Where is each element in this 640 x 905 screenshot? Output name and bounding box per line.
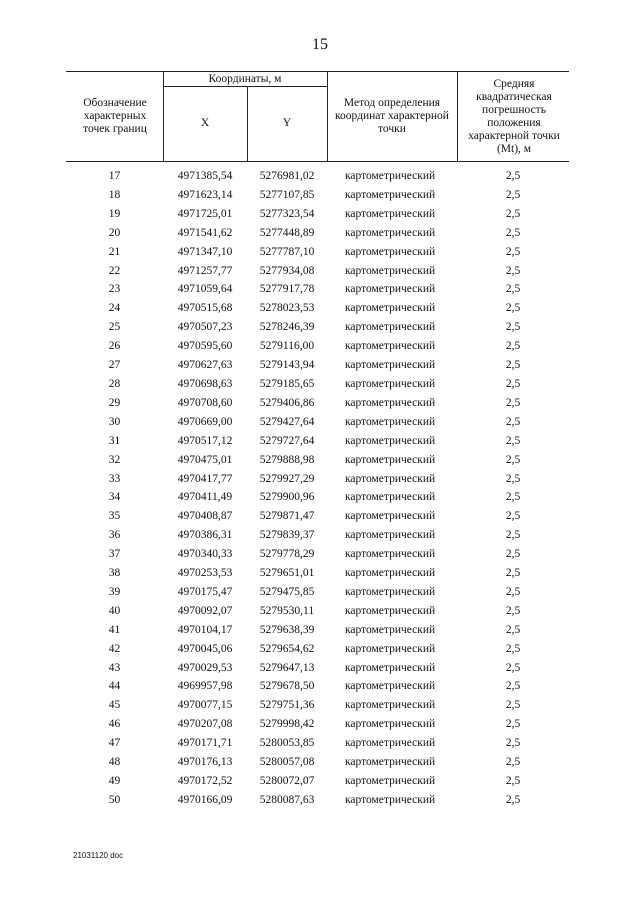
- coord-x: 4970708,60: [177, 396, 233, 409]
- method: картометрический: [345, 226, 436, 239]
- method: картометрический: [345, 188, 436, 201]
- table-row: [66, 262, 569, 281]
- method: картометрический: [345, 491, 436, 504]
- coord-y: 5277917,78: [259, 283, 315, 296]
- error-value: 2,5: [505, 623, 521, 636]
- coord-x: 4971385,54: [177, 170, 233, 182]
- coord-y: 5280072,07: [259, 775, 315, 787]
- coord-x: 4970517,12: [177, 434, 233, 447]
- row-number: 45: [108, 699, 121, 712]
- error-value: 2,5: [505, 680, 521, 693]
- coord-x: 4971257,77: [177, 264, 233, 277]
- table-row: [66, 470, 569, 489]
- error-value: 2,5: [505, 718, 521, 731]
- coord-x: 4970207,08: [177, 718, 233, 731]
- coord-y: 5279727,64: [259, 434, 315, 447]
- coord-y: 5279678,50: [259, 680, 315, 693]
- row-number: 41: [108, 623, 121, 636]
- coord-x: 4970340,33: [177, 548, 233, 561]
- method: картометрический: [345, 718, 436, 731]
- coord-y: 5279651,01: [259, 567, 315, 580]
- table-row: [66, 772, 569, 791]
- coord-x: 4970176,13: [177, 756, 233, 769]
- coord-x: 4970175,47: [177, 585, 233, 598]
- coord-x: 4970627,63: [177, 359, 233, 372]
- method: картометрический: [345, 567, 436, 580]
- row-number: 20: [108, 226, 121, 239]
- method: картометрический: [345, 302, 436, 315]
- table-row: [66, 375, 569, 394]
- table-row: [66, 394, 569, 413]
- table-body: [66, 167, 569, 810]
- method: картометрический: [345, 245, 436, 258]
- coord-y: 5277787,10: [259, 245, 315, 258]
- method: картометрический: [345, 623, 436, 636]
- coord-y: 5279900,96: [259, 491, 315, 504]
- row-number: 38: [108, 567, 121, 580]
- table-row: [66, 205, 569, 224]
- method: картометрический: [345, 264, 436, 277]
- coord-x: 4970411,49: [177, 491, 233, 504]
- coord-y: 5277448,89: [259, 226, 315, 239]
- coord-y: 5277934,08: [259, 264, 315, 277]
- error-value: 2,5: [505, 415, 521, 428]
- coord-x: 4971541,62: [177, 226, 233, 239]
- coord-y: 5279778,29: [259, 548, 315, 561]
- method: картометрический: [345, 510, 436, 523]
- header-coordinates: Координаты, м: [208, 72, 282, 85]
- header-x: X: [200, 117, 210, 129]
- table-row: [66, 640, 569, 659]
- error-value: 2,5: [505, 245, 521, 258]
- row-number: 44: [108, 680, 121, 693]
- method: картометрический: [345, 396, 436, 409]
- table-row: [66, 280, 569, 299]
- header-method: Метод определения координат характерной точки: [335, 97, 449, 135]
- coord-y: 5279530,11: [259, 604, 315, 617]
- row-number: 17: [108, 170, 121, 182]
- row-number: 46: [108, 718, 121, 731]
- coord-x: 4970092,07: [177, 604, 233, 617]
- error-value: 2,5: [505, 793, 521, 806]
- coord-y: 5279927,29: [259, 472, 315, 485]
- coord-x: 4971059,64: [177, 283, 233, 296]
- coord-y: 5280087,63: [259, 793, 315, 806]
- page-number: 15: [312, 36, 328, 53]
- coord-y: 5279751,36: [259, 699, 315, 712]
- table-row: [66, 488, 569, 507]
- header-designation: Обозначение характерных точек границ: [83, 96, 147, 135]
- table-row: [66, 432, 569, 451]
- method: картометрический: [345, 472, 436, 485]
- method: картометрический: [345, 775, 436, 787]
- coord-y: 5278246,39: [259, 321, 315, 334]
- row-number: 28: [108, 377, 121, 390]
- coord-x: 4970475,01: [177, 453, 233, 466]
- row-number: 35: [108, 510, 121, 523]
- coord-y: 5278023,53: [259, 302, 315, 315]
- error-value: 2,5: [505, 756, 521, 769]
- method: картометрический: [345, 340, 436, 353]
- coord-x: 4970104,17: [177, 623, 233, 636]
- table-row: [66, 659, 569, 678]
- coord-y: 5279185,65: [259, 377, 315, 390]
- row-number: 49: [108, 775, 121, 787]
- method: картометрический: [345, 756, 436, 769]
- error-value: 2,5: [505, 396, 521, 409]
- table-row: [66, 186, 569, 205]
- method: картометрический: [345, 434, 436, 447]
- method: картометрический: [345, 321, 436, 334]
- table-row: [66, 564, 569, 583]
- error-value: 2,5: [505, 264, 521, 277]
- method: картометрический: [345, 585, 436, 598]
- header-error: Средняя квадратическая погрешность положения характерной точки (Mt), м: [468, 77, 560, 155]
- error-value: 2,5: [505, 548, 521, 561]
- error-value: 2,5: [505, 585, 521, 598]
- error-value: 2,5: [505, 359, 521, 372]
- row-number: 18: [108, 188, 121, 201]
- table-header: [66, 71, 569, 162]
- coord-y: 5276981,02: [259, 170, 315, 182]
- method: картометрический: [345, 737, 436, 750]
- table-row: [66, 696, 569, 715]
- row-number: 23: [108, 283, 121, 296]
- error-value: 2,5: [505, 529, 521, 542]
- method: картометрический: [345, 415, 436, 428]
- column-divider: [327, 72, 328, 161]
- row-number: 24: [108, 302, 121, 315]
- table-row: [66, 583, 569, 602]
- coord-x: 4971623,14: [177, 188, 233, 201]
- row-number: 21: [108, 245, 121, 258]
- row-number: 29: [108, 396, 121, 409]
- coord-y: 5279427,64: [259, 415, 315, 428]
- row-number: 32: [108, 453, 121, 466]
- table-row: [66, 734, 569, 753]
- error-value: 2,5: [505, 699, 521, 712]
- error-value: 2,5: [505, 321, 521, 334]
- coord-x: 4970172,52: [177, 775, 233, 787]
- error-value: 2,5: [505, 377, 521, 390]
- method: картометрический: [345, 604, 436, 617]
- method: картометрический: [345, 283, 436, 296]
- table-row: [66, 602, 569, 621]
- table-row: [66, 791, 569, 810]
- row-number: 39: [108, 585, 121, 598]
- error-value: 2,5: [505, 302, 521, 315]
- row-number: 34: [108, 491, 121, 504]
- row-number: 40: [108, 604, 121, 617]
- method: картометрический: [345, 548, 436, 561]
- error-value: 2,5: [505, 170, 521, 182]
- row-number: 26: [108, 340, 121, 353]
- method: картометрический: [345, 207, 436, 220]
- method: картометрический: [345, 793, 436, 806]
- coord-y: 5279143,94: [259, 359, 315, 372]
- table-row: [66, 337, 569, 356]
- error-value: 2,5: [505, 226, 521, 239]
- row-number: 43: [108, 661, 121, 674]
- coord-y: 5277323,54: [259, 207, 315, 220]
- table-row: [66, 753, 569, 772]
- row-number: 27: [108, 359, 121, 372]
- method: картометрический: [345, 359, 436, 372]
- row-number: 30: [108, 415, 121, 428]
- coord-x: 4970029,53: [177, 661, 233, 674]
- method: картометрический: [345, 680, 436, 693]
- coord-y: 5279475,85: [259, 585, 315, 598]
- coord-x: 4970408,87: [177, 510, 233, 523]
- coord-x: 4971347,10: [177, 245, 233, 258]
- row-number: 19: [108, 207, 121, 220]
- error-value: 2,5: [505, 737, 521, 750]
- table-row: [66, 243, 569, 262]
- coord-y: 5279998,42: [259, 718, 315, 731]
- method: картометрический: [345, 661, 436, 674]
- row-number: 31: [108, 434, 121, 447]
- coord-y: 5279888,98: [259, 453, 315, 466]
- error-value: 2,5: [505, 340, 521, 353]
- table-row: [66, 413, 569, 432]
- error-value: 2,5: [505, 207, 521, 220]
- row-number: 50: [108, 793, 121, 806]
- table-row: [66, 356, 569, 375]
- error-value: 2,5: [505, 491, 521, 504]
- coord-x: 4970595,60: [177, 340, 233, 353]
- method: картометрический: [345, 699, 436, 712]
- row-number: 47: [108, 737, 121, 750]
- table-row: [66, 526, 569, 545]
- row-number: 22: [108, 264, 121, 277]
- table-row: [66, 299, 569, 318]
- error-value: 2,5: [505, 604, 521, 617]
- row-number: 48: [108, 756, 121, 769]
- coord-x: 4970507,23: [177, 321, 233, 334]
- error-value: 2,5: [505, 567, 521, 580]
- row-number: 37: [108, 548, 121, 561]
- header-y: Y: [282, 117, 292, 129]
- coord-y: 5279116,00: [259, 340, 315, 353]
- coord-y: 5279638,39: [259, 623, 315, 636]
- coord-y: 5279654,62: [259, 642, 315, 655]
- error-value: 2,5: [505, 472, 521, 485]
- row-number: 42: [108, 642, 121, 655]
- error-value: 2,5: [505, 434, 521, 447]
- table-row: [66, 715, 569, 734]
- error-value: 2,5: [505, 661, 521, 674]
- method: картометрический: [345, 170, 436, 182]
- coord-y: 5279871,47: [259, 510, 315, 523]
- coord-x: 4970417,77: [177, 472, 233, 485]
- coord-x: 4970166,09: [177, 793, 233, 806]
- row-number: 33: [108, 472, 121, 485]
- method: картометрический: [345, 529, 436, 542]
- coord-y: 5277107,85: [259, 188, 315, 201]
- method: картометрический: [345, 642, 436, 655]
- table-row: [66, 545, 569, 564]
- coord-x: 4969957,98: [177, 680, 233, 693]
- coord-y: 5279839,37: [259, 529, 315, 542]
- coord-y: 5279406,86: [259, 396, 315, 409]
- coord-x: 4970386,31: [177, 529, 233, 542]
- table-row: [66, 677, 569, 696]
- coord-x: 4970698,63: [177, 377, 233, 390]
- coord-y: 5279647,13: [259, 661, 315, 674]
- error-value: 2,5: [505, 283, 521, 296]
- table-row: [66, 621, 569, 640]
- coord-x: 4970171,71: [177, 737, 233, 750]
- table-row: [66, 167, 569, 186]
- error-value: 2,5: [505, 775, 521, 787]
- method: картометрический: [345, 377, 436, 390]
- error-value: 2,5: [505, 510, 521, 523]
- table-row: [66, 451, 569, 470]
- coord-y: 5280057,08: [259, 756, 315, 769]
- table-row: [66, 507, 569, 526]
- coord-y: 5280053,85: [259, 737, 315, 750]
- method: картометрический: [345, 453, 436, 466]
- coord-x: 4970253,53: [177, 567, 233, 580]
- coord-x: 4970045,06: [177, 642, 233, 655]
- coord-x: 4971725,01: [177, 207, 233, 220]
- table-row: [66, 224, 569, 243]
- table-row: [66, 318, 569, 337]
- error-value: 2,5: [505, 453, 521, 466]
- row-number: 25: [108, 321, 121, 334]
- coord-x: 4970669,00: [177, 415, 233, 428]
- coord-x: 4970077,15: [177, 699, 233, 712]
- column-divider: [457, 72, 458, 161]
- error-value: 2,5: [505, 642, 521, 655]
- coord-x: 4970515,68: [177, 302, 233, 315]
- footer-filename: 21031120 doc: [73, 851, 124, 860]
- error-value: 2,5: [505, 188, 521, 201]
- row-number: 36: [108, 529, 121, 542]
